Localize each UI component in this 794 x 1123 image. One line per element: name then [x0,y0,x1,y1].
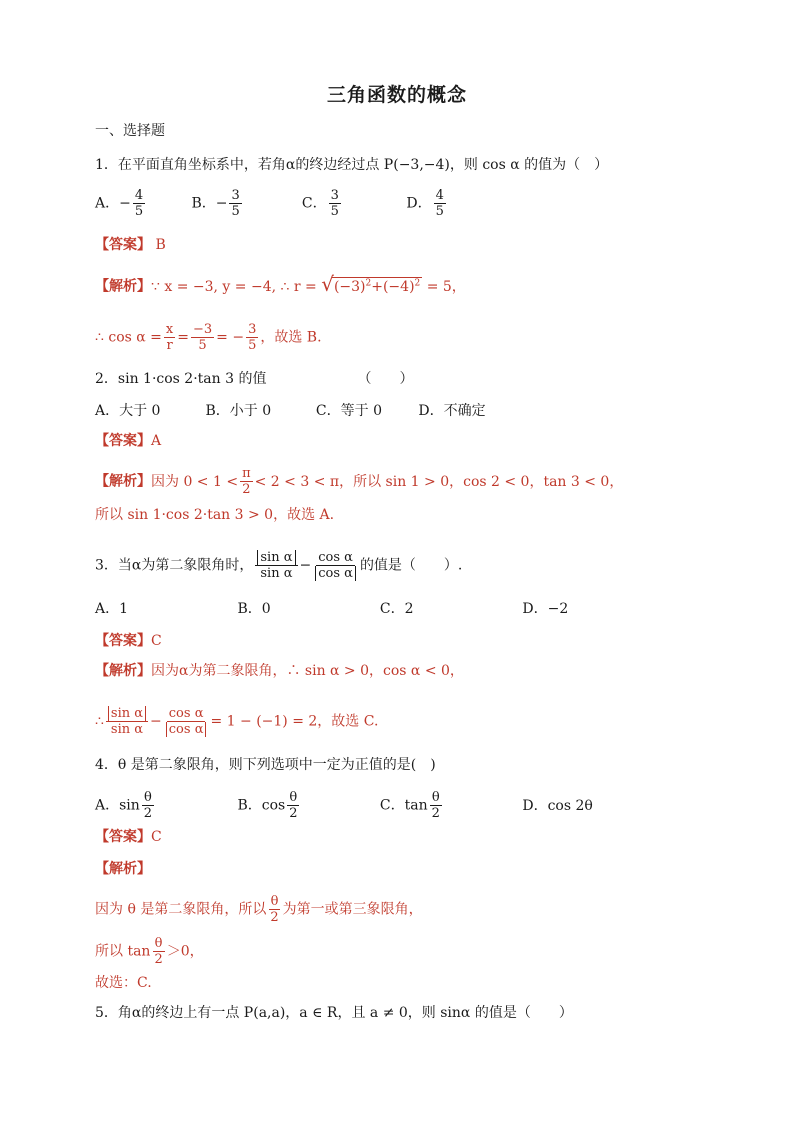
answer-1: 【答案】 B [95,237,166,253]
option-d: D．cos 2θ [522,797,593,814]
option-c: C．等于 0 [315,403,382,419]
option-d: D． $\frac{4}{5}$ [406,188,444,219]
question-5: 5．角α的终边上有一点 P(a,a)，a ∈ R，且 a ≠ 0，则 sinα 的值是（ ） [95,1005,573,1021]
analysis-2-line1: 【解析】因为 0 < 1 < $\frac{\pi}{2}$ < 2 < 3 < π，所以 sin 1 > 0，cos 2 < 0，tan 3 < 0， [95,466,624,497]
analysis-1-line1: 【解析】∵ x = −3, y = −4, ∴ $r = √(-3)^2+(-4)^2 = 5$， [95,271,466,296]
analysis-2-line2: 所以 sin 1·cos 2·tan 3 > 0，故选 A. [95,507,335,523]
option-b: B．− $\frac{3}{5}$ [191,188,240,219]
question-3-options [95,600,568,618]
answer-3: 【答案】C [95,633,162,649]
answer-4: 【答案】C [95,829,162,845]
option-d: D．不确定 [418,403,486,419]
option-d: D．−2 [522,601,569,617]
option-a: A．大于 0 [95,403,161,419]
option-c: C．2 [379,601,414,617]
analysis-4-line2: 所以 tan $\frac{\theta}{2}$ ＞0， [95,936,204,967]
option-a: A．1 [95,601,129,617]
question-1-options [95,188,448,219]
question-3: 3．当α为第二象限角时， $\frac{\text{sin α}}{\text{sin α}}$ − $\frac{\text{cos α}}{\text{cos α}}$ 的值是（ ）. [95,550,463,581]
question-4-options [95,790,593,821]
option-b: B．小于 0 [205,403,272,419]
option-b: B．0 [237,601,271,617]
option-c: C．tan $\frac{\theta}{2}$ [379,790,440,821]
option-b: B．cos $\frac{\theta}{2}$ [237,790,298,821]
question-2-options [95,402,486,420]
analysis-1-line2: ∴ cos α = $\frac{x}{r}$ = $\frac{-3}{5}$ = − $\frac{3}{5}$ ，故选 B. [95,322,322,353]
page-title: 三角函数的概念 [326,84,467,106]
option-c: C． $\frac{3}{5}$ [301,188,339,219]
question-2: 2．sin 1·cos 2·tan 3 的值 （ ） [95,371,414,387]
analysis-3-line2: ∴ $\frac{\text{sin α}}{\text{sin α}}$ − $\frac{\text{cos α}}{\text{cos α}}$ = 1 − (−1) = 2，故选 C. [95,706,379,737]
analysis-4-label: 【解析】 [95,861,151,877]
analysis-3-line1: 【解析】因为α为第二象限角，∴ sin α > 0，cos α < 0， [95,663,464,679]
option-a: A．sin $\frac{\theta}{2}$ [95,790,153,821]
answer-2: 【答案】A [95,433,162,449]
analysis-4-line1: 因为 θ 是第二象限角，所以 $\frac{\theta}{2}$ 为第一或第三象限角， [95,894,423,925]
question-4: 4．θ 是第二象限角，则下列选项中一定为正值的是( ) [95,757,436,773]
section-heading: 一、选择题 [95,123,165,139]
analysis-4-line3: 故选：C. [95,975,152,991]
option-a: A．− $\frac{4}{5}$ [95,188,144,219]
question-1: 1．在平面直角坐标系中，若角α的终边经过点 P(−3,−4)，则 cos α 的值为（ ） [95,157,609,173]
